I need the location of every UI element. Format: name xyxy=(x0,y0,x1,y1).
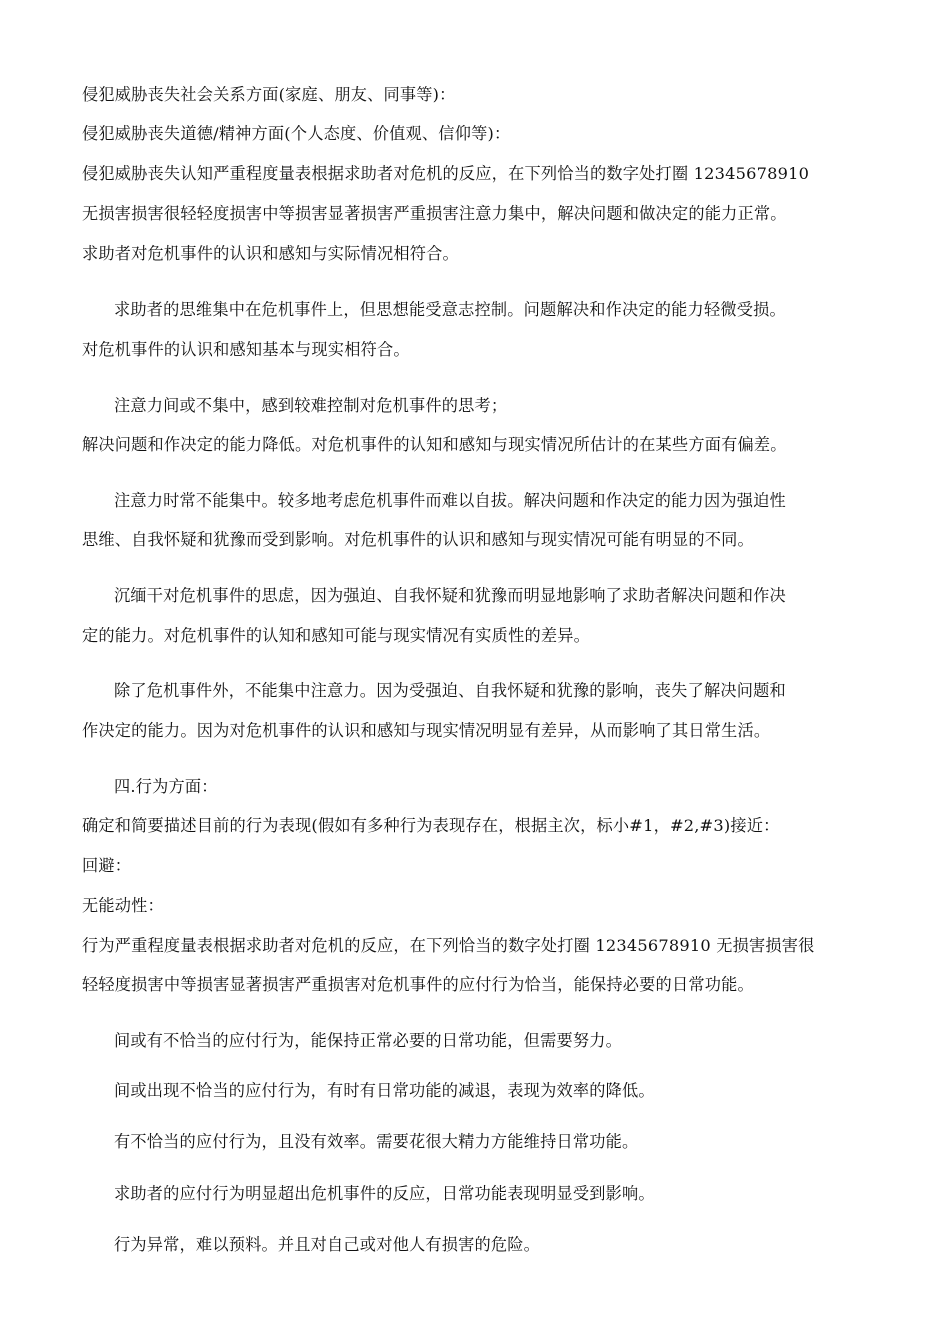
text-line-17: 确定和简要描述目前的行为表现(假如有多种行为表现存在，根据主次，标小#1，#2,#3)接近： xyxy=(82,816,780,835)
text-line-23: 间或出现不恰当的应付行为，有时有日常功能的减退，表现为效率的降低。 xyxy=(114,1081,655,1100)
text-line-2: 侵犯威胁丧失道德/精神方面(个人态度、价值观、信仰等)： xyxy=(82,124,511,143)
text-line-6: 求助者的思维集中在危机事件上，但思想能受意志控制。问题解决和作决定的能力轻微受损。 xyxy=(114,300,786,319)
text-line-14: 除了危机事件外，不能集中注意力。因为受强迫、自我怀疑和犹豫的影响，丧失了解决问题和 xyxy=(114,681,786,700)
section-heading-behavior: 四.行为方面： xyxy=(114,777,218,796)
text-line-22: 间或有不恰当的应付行为，能保持正常必要的日常功能，但需要努力。 xyxy=(114,1031,623,1050)
text-line-3: 侵犯威胁丧失认知严重程度量表根据求助者对危机的反应，在下列恰当的数字处打圈 12345678910 xyxy=(82,164,810,183)
text-line-1: 侵犯威胁丧失社会关系方面(家庭、朋友、同事等)： xyxy=(82,85,456,104)
text-line-10: 注意力时常不能集中。较多地考虑危机事件而难以自拔。解决问题和作决定的能力因为强迫性 xyxy=(114,491,786,510)
text-line-20: 行为严重程度量表根据求助者对危机的反应，在下列恰当的数字处打圈 12345678910 无损害损害很 xyxy=(82,936,815,955)
text-line-5: 求助者对危机事件的认识和感知与实际情况相符合。 xyxy=(82,244,459,263)
text-line-13: 定的能力。对危机事件的认知和感知可能与现实情况有实质性的差异。 xyxy=(82,626,591,645)
text-line-9: 解决问题和作决定的能力降低。对危机事件的认知和感知与现实情况所估计的在某些方面有偏差。 xyxy=(82,435,787,454)
text-line-7: 对危机事件的认识和感知基本与现实相符合。 xyxy=(82,340,410,359)
text-line-24: 有不恰当的应付行为，且没有效率。需要花很大精力方能维持日常功能。 xyxy=(114,1132,639,1151)
text-line-12: 沉缅干对危机事件的思虑，因为强迫、自我怀疑和犹豫而明显地影响了求助者解决问题和作决 xyxy=(114,586,786,605)
text-line-19: 无能动性： xyxy=(82,896,164,915)
text-line-4: 无损害损害很轻轻度损害中等损害显著损害严重损害注意力集中，解决问题和做决定的能力正常。 xyxy=(82,204,787,223)
text-line-25: 求助者的应付行为明显超出危机事件的反应，日常功能表现明显受到影响。 xyxy=(114,1184,655,1203)
text-line-18: 回避： xyxy=(82,856,132,875)
text-line-26: 行为异常，难以预料。并且对自己或对他人有损害的危险。 xyxy=(114,1235,541,1254)
text-line-11: 思维、自我怀疑和犹豫而受到影响。对危机事件的认识和感知与现实情况可能有明显的不同。 xyxy=(82,530,754,549)
text-line-15: 作决定的能力。因为对危机事件的认识和感知与现实情况明显有差异，从而影响了其日常生活。 xyxy=(82,721,771,740)
text-line-8: 注意力间或不集中，感到较难控制对危机事件的思考； xyxy=(114,396,508,415)
text-line-21: 轻轻度损害中等损害显著损害严重损害对危机事件的应付行为恰当，能保持必要的日常功能。 xyxy=(82,975,754,994)
